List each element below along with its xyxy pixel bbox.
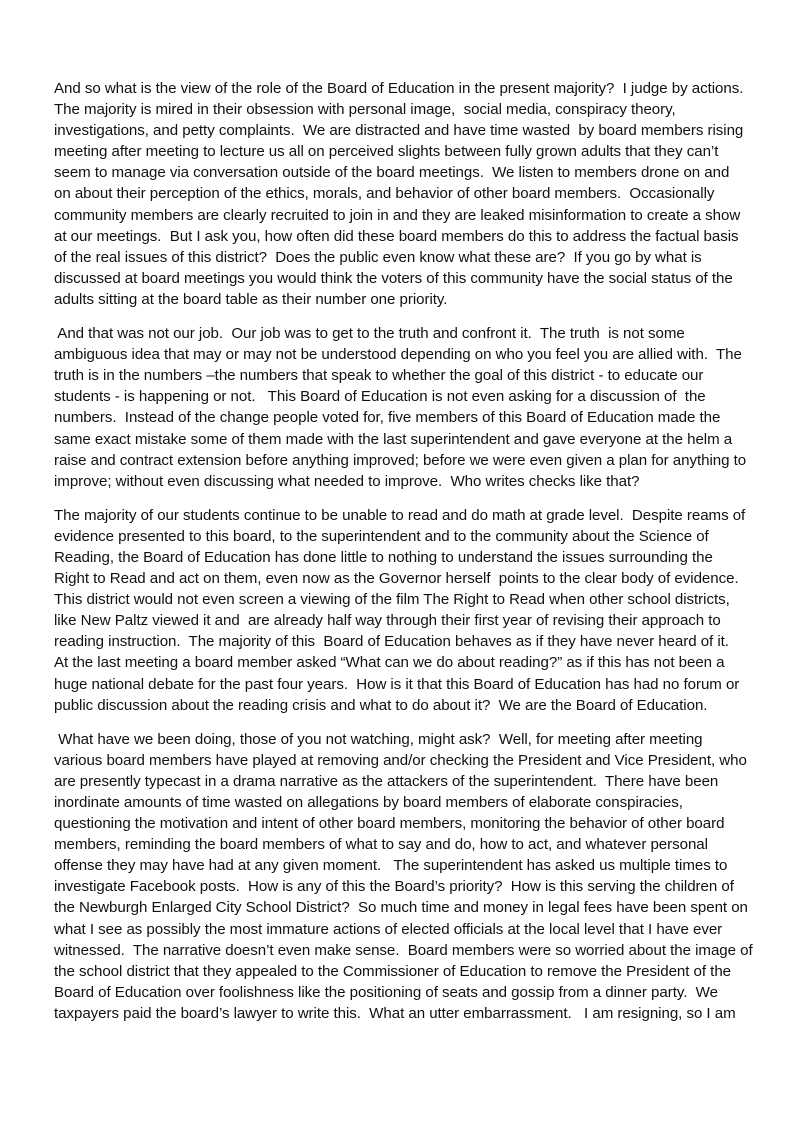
text-line: Right to Read and act on them, even now as the Governor herself points to the clear body of evidence.	[54, 570, 739, 588]
text-line: students - is happening or not. This Board of Education is not even asking for a discussion of the	[54, 388, 706, 406]
text-line: The majority of our students continue to be unable to read and do math at grade level. Despite reams of	[54, 506, 746, 524]
text-line: like New Paltz viewed it and are already half way through their first year of revising their approach to	[54, 612, 721, 630]
text-line: inordinate amounts of time wasted on allegations by board members of elaborate conspiracies,	[54, 794, 683, 811]
text-line: at our meetings. But I ask you, how often did these board members do this to address the factual basis	[54, 227, 739, 245]
text-line: raise and contract extension before anything improved; before we were even given a plan for anything to	[54, 451, 747, 469]
text-line: the Newburgh Enlarged City School District? So much time and money in legal fees have been spent on	[54, 899, 748, 917]
text-line: on about their perception of the ethics, morals, and behavior of other board members. Occasionally	[54, 185, 715, 203]
text-line: same exact mistake some of them made with the last superintendent and gave everyone at the helm a	[54, 430, 733, 448]
text-line: At the last meeting a board member asked “What can we do about reading?” as if this has not been a	[54, 654, 725, 672]
document-body	[54, 78, 766, 1037]
text-line: ambiguous idea that may or may not be understood depending on who you feel you are allied with. The	[54, 346, 742, 364]
text-line: members, reminding the board members of what to say and do, how to act, and whatever personal	[54, 836, 708, 854]
text-line: various board members have played at removing and/or checking the President and Vice President, who	[54, 751, 747, 769]
text-line: What have we been doing, those of you not watching, might ask? Well, for meeting after meeting	[54, 730, 703, 748]
text-line: discussed at board meetings you would think the voters of this community have the social status of the	[54, 269, 733, 287]
text-line: investigate Facebook posts. How is any of this the Board’s priority? How is this serving the children of	[54, 878, 734, 896]
text-line: The majority is mired in their obsession with personal image, social media, conspiracy theory,	[54, 101, 676, 119]
text-line: Reading, the Board of Education has done little to nothing to understand the issues surrounding the	[54, 548, 713, 566]
text-line: investigations, and petty complaints. We are distracted and have time wasted by board members rising	[54, 122, 744, 140]
text-line: the school district that they appealed to the Commissioner of Education to remove the President of the	[54, 962, 732, 980]
text-line: Board of Education over foolishness like the positioning of seats and gossip from a dinner party. We	[54, 983, 718, 1001]
text-line: meeting after meeting to lecture us all on perceived slights between fully grown adults that they can’t	[54, 143, 719, 161]
paragraph-board-conduct	[54, 729, 766, 1024]
text-line: questioning the motivation and intent of other board members, monitoring the behavior of other board	[54, 815, 725, 833]
text-line: are presently typecast in a drama narrative as the attackers of the superintendent. There have been	[54, 772, 719, 790]
text-line: taxpayers paid the board’s lawyer to write this. What an utter embarrassment. I am resigning, so I am	[54, 1004, 736, 1022]
paragraph-truth-in-numbers	[54, 323, 766, 492]
text-line: improve; without even discussing what needed to improve. Who writes checks like that?	[54, 472, 640, 490]
text-line: adults sitting at the board table as their number one priority.	[54, 290, 448, 308]
text-line: of the real issues of this district? Does the public even know what these are? If you go by what is	[54, 248, 702, 266]
text-line: And so what is the view of the role of the Board of Education in the present majority? I judge by actions.	[54, 80, 744, 97]
text-line: This district would not even screen a viewing of the film The Right to Read when other school districts,	[54, 591, 730, 609]
paragraph-reading-crisis	[54, 505, 766, 716]
paragraph-board-majority-view	[54, 78, 766, 310]
text-line: witnessed. The narrative doesn’t even make sense. Board members were so worried about the image of	[54, 941, 753, 959]
text-line: huge national debate for the past four years. How is it that this Board of Education has had no forum or	[54, 675, 740, 693]
text-line: seem to manage via conversation outside of the board meetings. We listen to members drone on and	[54, 164, 730, 182]
text-line: community members are clearly recruited to join in and they are leaked misinformation to create a show	[54, 206, 741, 224]
text-line: reading instruction. The majority of this Board of Education behaves as if they have never heard of it.	[54, 633, 729, 651]
text-line: truth is in the numbers –the numbers that speak to whether the goal of this district - to educate our	[54, 367, 704, 385]
text-line: public discussion about the reading crisis and what to do about it? We are the Board of Education.	[54, 696, 708, 714]
text-line: numbers. Instead of the change people voted for, five members of this Board of Education made the	[54, 409, 721, 427]
text-line: offense they may have had at any given moment. The superintendent has asked us multiple times to	[54, 857, 728, 875]
text-line: And that was not our job. Our job was to get to the truth and confront it. The truth is not some	[54, 325, 685, 343]
text-line: evidence presented to this board, to the superintendent and to the community about the Science of	[54, 527, 709, 545]
text-line: what I see as possibly the most immature actions of elected officials at the local level that I have ever	[54, 920, 723, 938]
